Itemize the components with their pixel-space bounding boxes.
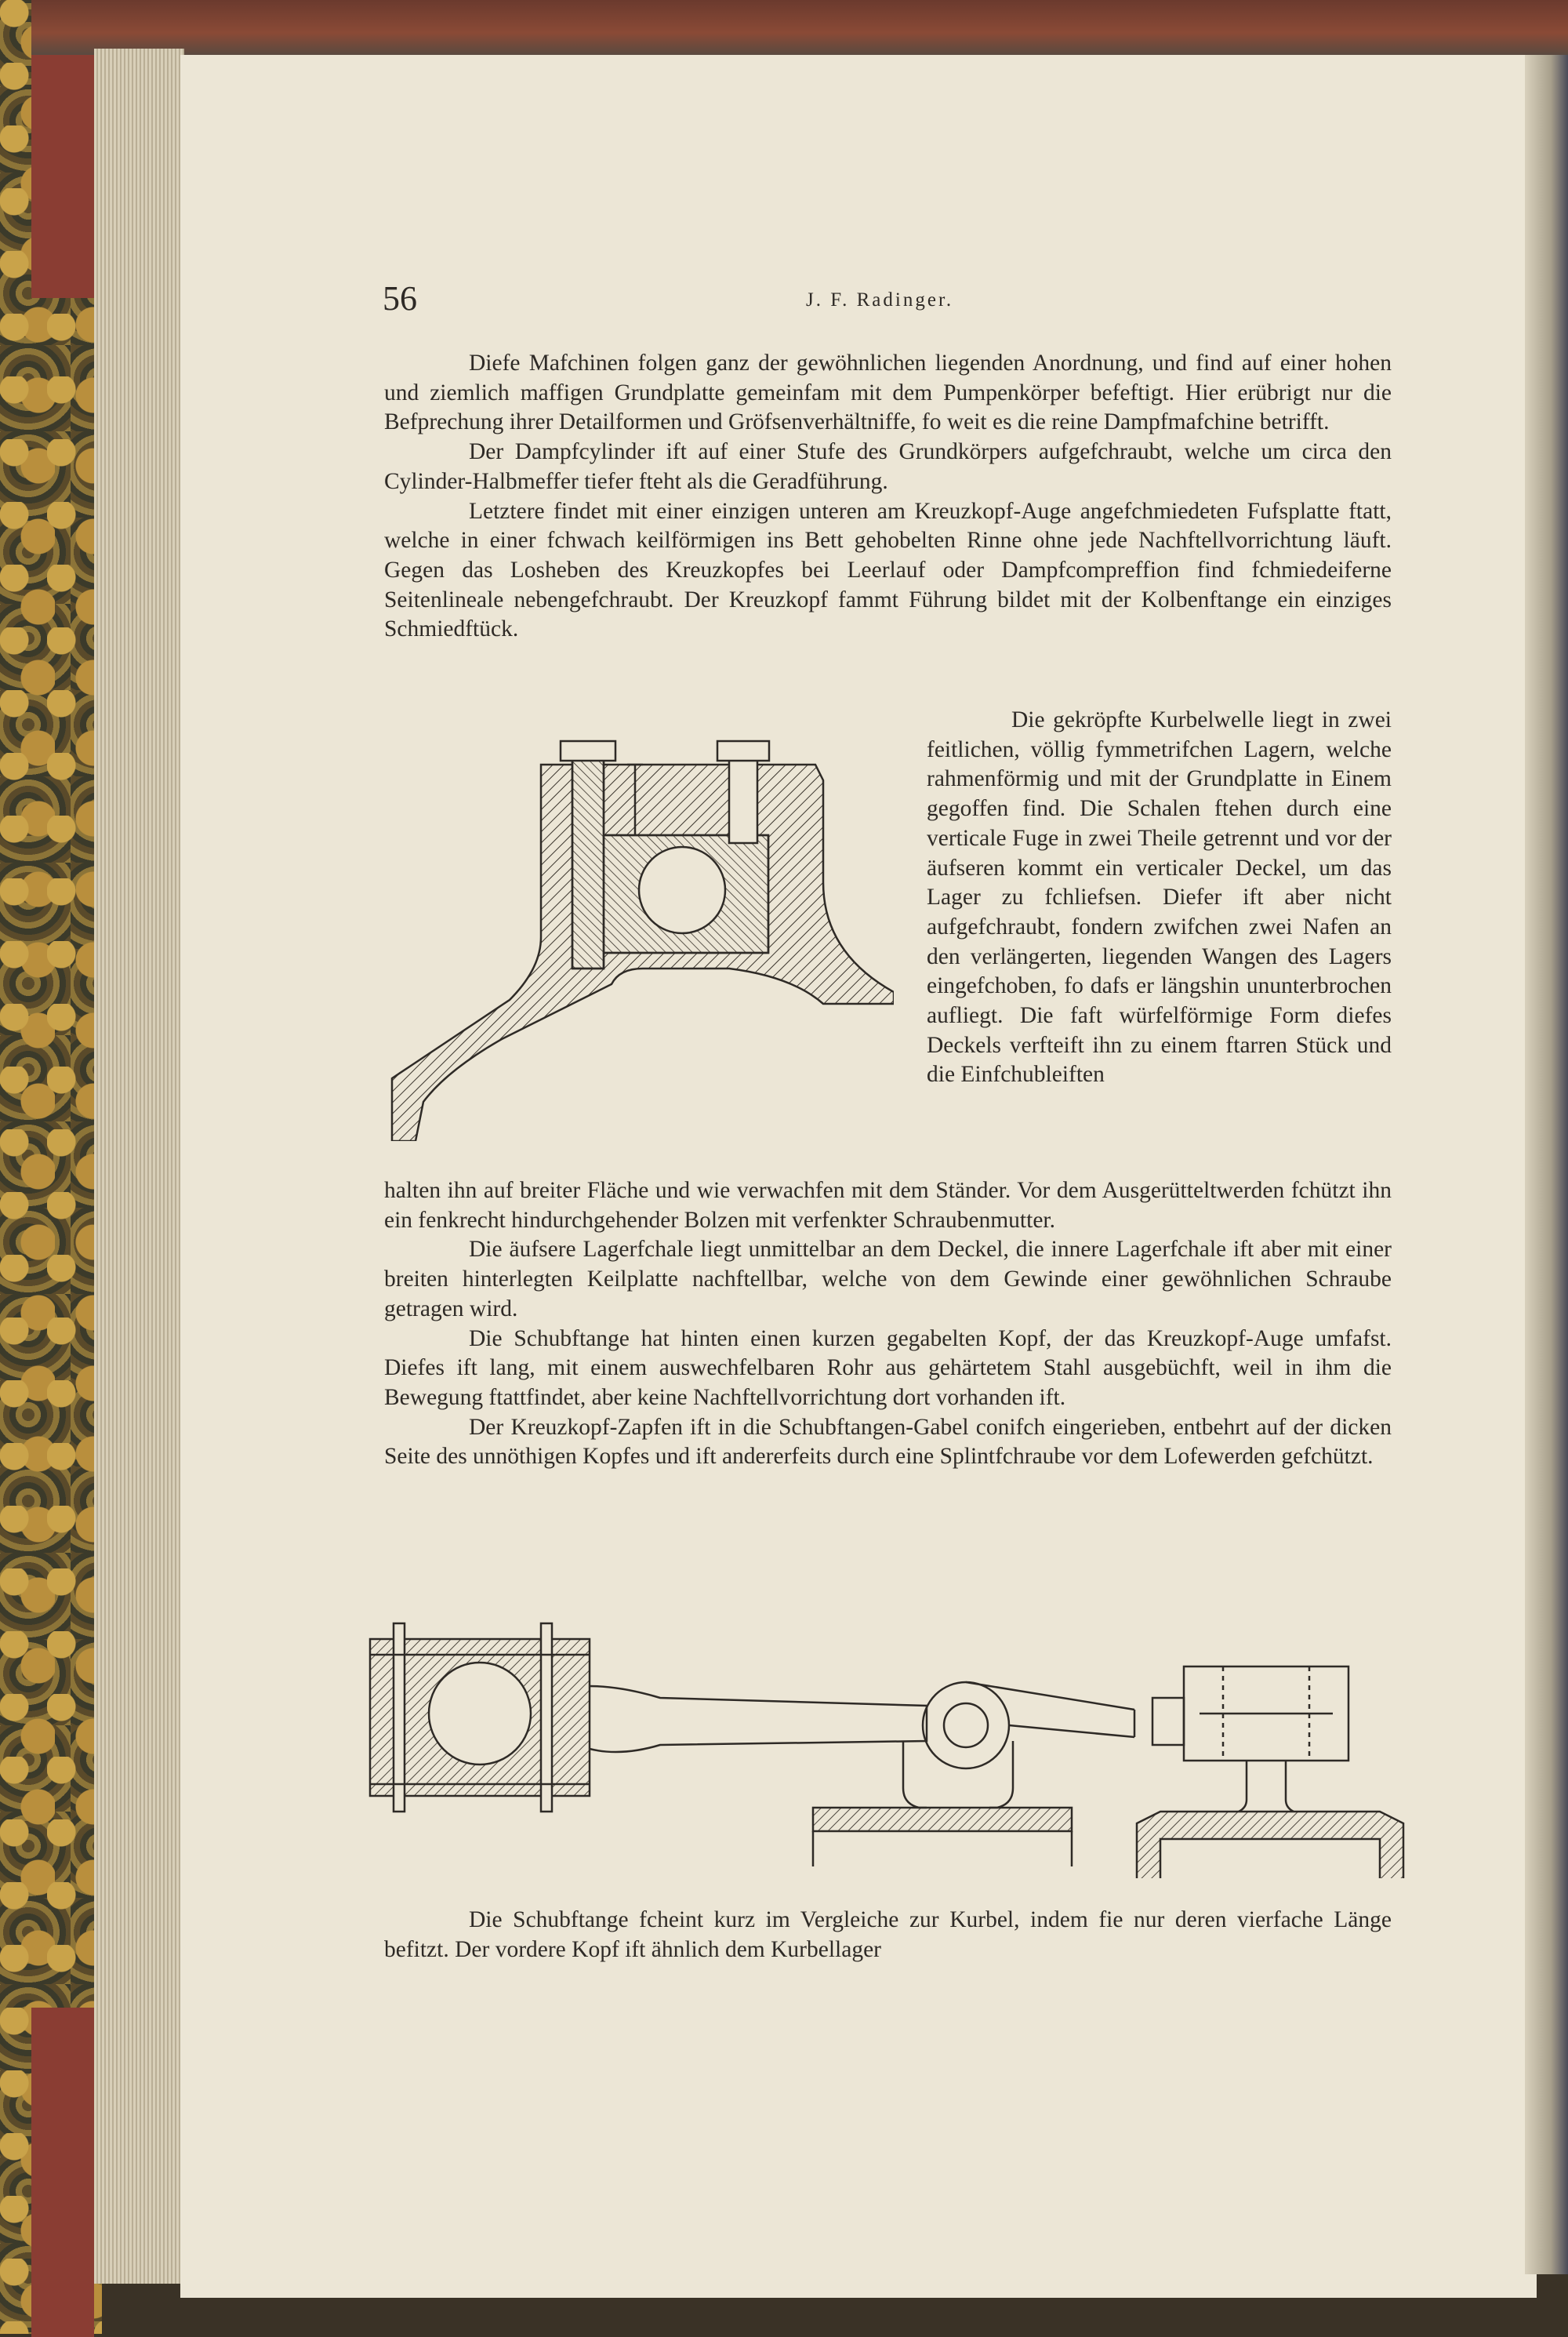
paragraph: Diefe Mafchinen folgen ganz der gewöhnlichen liegenden Anordnung, und find auf einer hohen und ziemlich maffigen Grundplatte gemeinfam mit dem Pumpenkörper befeftigt. Hier erübrigt nur die Befprechung ihrer Detailformen und Gröfsenverhältniffe, fo weit es die reine Dampfmafchine betrifft. <box>384 351 1392 435</box>
page-number: 56 <box>383 279 417 318</box>
running-head: J. F. Radinger. <box>806 289 954 311</box>
bearing-cross-section-figure <box>384 733 894 1141</box>
page-header <box>383 278 1402 325</box>
book-cover-marbled <box>0 0 102 2334</box>
paragraph: Der Dampfcylinder ift auf einer Stufe des Grundkörpers aufgefchraubt, welche um circa den Cylinder-Halbmeffer tiefer fteht als die Geradführung. <box>384 439 1392 494</box>
paragraph: Letztere findet mit einer einzigen unteren am Kreuzkopf-Auge angefchmiedeten Fufsplatte ftatt, welche in einer fchwach keilförmigen ins Bett gehobelten Rinne ohne jede Nachftellvorrichtung läuft. Gegen das Losheben des Kreuzkopfes bei Leerlauf oder Dampfcompreffion find fchmiedeiferne Seitenlineale nebengefchraubt. Der Kreuzkopf fammt Führung bildet mit der Kolbenftange ein einziges Schmiedftück. <box>384 498 1392 642</box>
paragraph: Die gekröpfte Kurbelwelle liegt in zwei feitlichen, völlig fymmetrifchen Lagern, welche rahmenförmig und mit der Grundplatte in Einem gegoffen find. Die Schalen ftehen durch eine verticale Fuge in zwei Theile getrennt und vor der äufseren kommt ein verticaler Deckel, um das Lager zu fchliefsen. Diefer ift aber nicht aufgefchraubt, fondern zwifchen zwei Nafen an den verlängerten, liegenden Wangen des Lagers eingefchoben, fo dafs er längshin ununterbrochen aufliegt. Die faft würfelförmige Form diefes Deckels verfteift ihn zu einem ftarren Stück und die Einfchubleiften <box>927 707 1392 1088</box>
connecting-rod-figure <box>362 1608 1146 1882</box>
book-spine-top <box>31 47 94 298</box>
paragraph: Die Schubftange fcheint kurz im Vergleiche zur Kurbel, indem fie nur deren vierfache Länge befitzt. Der vordere Kopf ift ähnlich dem Kurbellager <box>384 1907 1392 1962</box>
paragraph: halten ihn auf breiter Fläche und wie verwachfen mit dem Ständer. Vor dem Ausgerütteltwerden fchützt ihn ein fenkrecht hindurchgehender Bolzen mit verfenkter Schraubenmutter. <box>384 1178 1392 1233</box>
text-block-top <box>384 349 1392 645</box>
page-stack <box>94 49 184 2284</box>
text-block-middle <box>384 1176 1392 1472</box>
text-block-bottom <box>384 1906 1392 1964</box>
paragraph: Die äufsere Lagerfchale liegt unmittelbar an dem Deckel, die innere Lagerfchale ift aber mit einer breiten hinterlegten Keilplatte nachftellbar, welche von dem Gewinde einer gewöhnlichen Schraube getragen wird. <box>384 1237 1392 1321</box>
crosshead-pin-figure <box>1129 1651 1411 1878</box>
text-block-side <box>927 706 1392 1090</box>
book-spine-bottom <box>31 2008 94 2337</box>
book-top-edge <box>31 0 1568 55</box>
paragraph: Der Kreuzkopf-Zapfen ift in die Schubftangen-Gabel conifch eingerieben, entbehrt auf der dicken Seite des unnöthigen Kopfes und ift andererfeits durch eine Splintfchraube vor dem Lofewerden gefchützt. <box>384 1414 1392 1470</box>
paragraph: Die Schubftange hat hinten einen kurzen gegabelten Kopf, der das Kreuzkopf-Auge umfafst. Diefes ift lang, mit einem auswechfelbaren Rohr aus gehärtetem Stahl ausgebüchft, weil in ihm die Bewegung ftattfindet, aber keine Nachftellvorrichtung dort vorhanden ift. <box>384 1325 1392 1410</box>
facing-page-edge <box>1525 55 1568 2274</box>
